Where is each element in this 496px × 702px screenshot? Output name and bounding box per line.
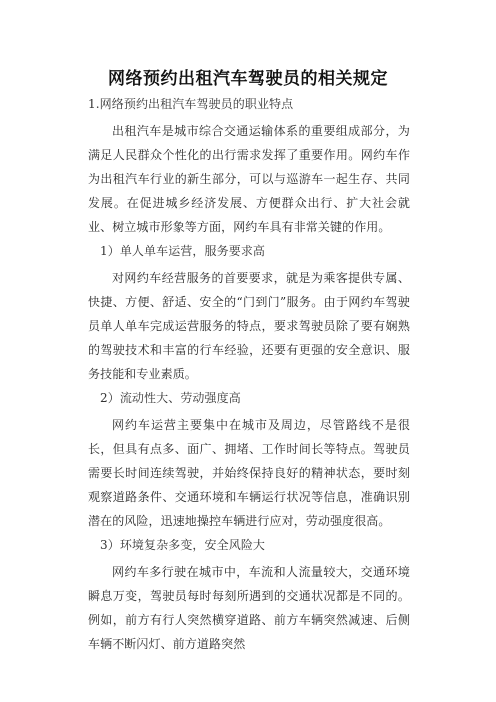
subsection-heading: 2）流动性大、劳动强度高 — [100, 391, 241, 405]
section-paragraph: 出租汽车是城市综合交通运输体系的重要组成部分，为满足人民群众个性化的出行需求发挥了重要作用。网约车作为出租汽车行业的新生部分，可以与巡游车一起生存、共同发展。在促进城乡经济发展、方便群众出行、扩大社会就业、树立城市形象等方面，网约车具有非常关键的作用。 — [88, 124, 410, 234]
subsection-heading: 3）环境复杂多变，安全风险大 — [100, 538, 266, 552]
section-heading: 1.网络预约出租汽车驾驶员的职业特点 — [88, 97, 294, 111]
subsection-paragraph: 对网约车经营服务的首要要求，就是为乘客提供专属、快捷、方便、舒适、安全的“门到门”服务。由于网约车驾驶员单人单车完成运营服务的特点，要求驾驶员除了要有娴熟的驾驶技术和丰富的行车经验，还要有更强的安全意识、服务技能和专业素质。 — [88, 271, 410, 381]
document-title: 网络预约出租汽车驾驶员的相关规定 — [108, 69, 388, 89]
subsection-heading: 1）单人单车运营，服务要求高 — [100, 244, 266, 258]
document-body — [88, 92, 410, 656]
subsection-paragraph: 网约车运营主要集中在城市及周边，尽管路线不是很长，但具有点多、面广、拥堵、工作时间长等特点。驾驶员需要长时间连续驾驶，并始终保持良好的精神状态，要时刻观察道路条件、交通环境和车辆运行状况等信息，准确识别潜在的风险，迅速地操控车辆进行应对，劳动强度很高。 — [88, 418, 410, 528]
subsection-paragraph: 网约车多行驶在城市中，车流和人流量较大，交通环境瞬息万变，驾驶员每时每刻所遇到的交通状况都是不同的。例如，前方有行人突然横穿道路、前方车辆突然减速、后侧车辆不断闪灯、前方道路突然 — [88, 565, 410, 651]
